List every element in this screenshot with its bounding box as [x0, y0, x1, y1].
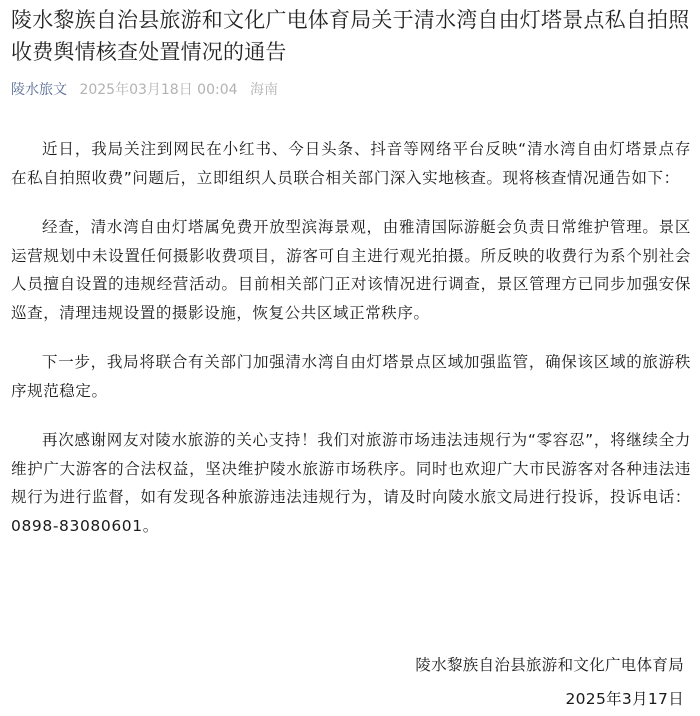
article — [11, 0, 691, 561]
article-meta — [11, 80, 691, 100]
publish-date: 2025年03月18日 00:04 — [79, 82, 238, 98]
paragraph-2: 经查，清水湾自由灯塔属免费开放型滨海景观，由雅清国际游艇会负责日常维护管理。景区运营规划中未设置任何摄影收费项目，游客可自主进行观光拍摄。所反映的收费行为系个别社会人员擅自设置的违规经营活动。目前相关部门正对该情况进行调查，景区管理方已同步加强安保巡查，清理违规设置的摄影设施，恢复公共区域正常秩序。 — [11, 218, 691, 322]
article-body — [11, 135, 691, 540]
account-name-link[interactable]: 陵水旅文 — [11, 82, 67, 98]
signature-organization: 陵水黎族自治县旅游和文化广电体育局 — [415, 656, 684, 674]
paragraph-4: 再次感谢网友对陵水旅游的关心支持！我们对旅游市场违法违规行为“零容忍”，将继续全力维护广大游客的合法权益，坚决维护陵水旅游市场秩序。同时也欢迎广大市民游客对各种违法违规行为进行监督，如有发现各种旅游违法违规行为，请及时向陵水旅文局进行投诉，投诉电话：0898-83080601。 — [11, 431, 691, 535]
signature-date: 2025年3月17日 — [565, 690, 684, 708]
article-title: 陵水黎族自治县旅游和文化广电体育局关于清水湾自由灯塔景点私自拍照收费舆情核查处置情况的通告 — [11, 8, 690, 64]
paragraph-1: 近日，我局关注到网民在小红书、今日头条、抖音等网络平台反映“清水湾自由灯塔景点存在私自拍照收费”问题后，立即组织人员联合相关部门深入实地核查。现将核查情况通告如下： — [11, 140, 691, 187]
paragraph-3: 下一步，我局将联合有关部门加强清水湾自由灯塔景点区域加强监管，确保该区域的旅游秩序规范稳定。 — [11, 353, 691, 400]
publish-location: 海南 — [249, 82, 278, 98]
